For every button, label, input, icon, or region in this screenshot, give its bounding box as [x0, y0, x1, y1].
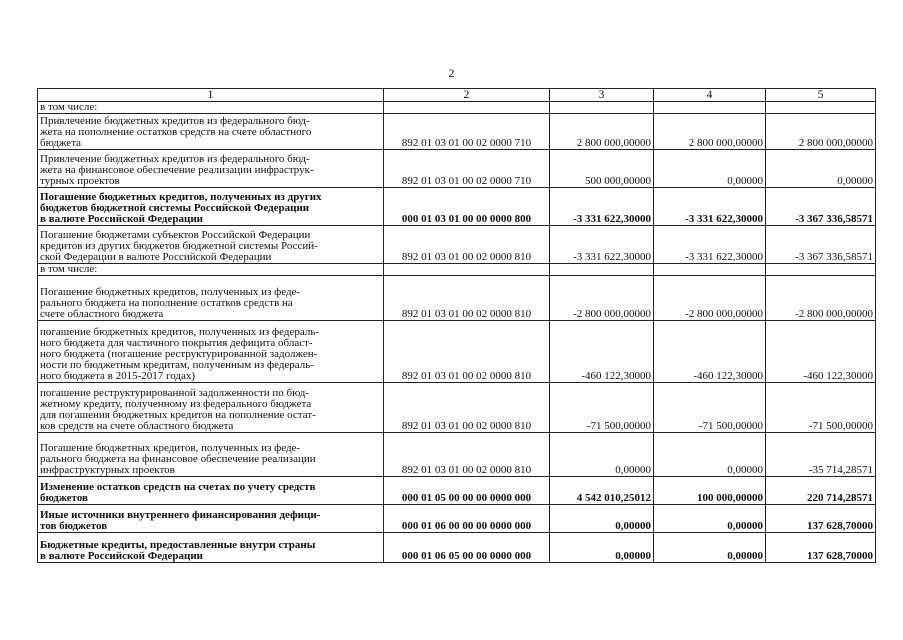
sources-of-financing-table: [37, 88, 876, 563]
row-budget-code: 000 01 05 00 00 00 0000 000: [384, 477, 550, 505]
row-budget-code: 892 01 03 01 00 02 0000 810: [384, 276, 550, 321]
row-budget-code: 892 01 03 01 00 02 0000 810: [384, 226, 550, 264]
row-value-col3: -460 122,30000: [550, 321, 654, 383]
row-value-col5: [766, 264, 876, 276]
row-description: погашение бюджетных кредитов, полученных из федераль- ного бюджета для частичного покрытия дефицита област- ного бюджета (погашение реструктурированной задолжен- ности по бюджетным кредитам, полученным из федераль- ного бюджета в 2015-2017 годах): [38, 321, 384, 383]
row-description: Привлечение бюджетных кредитов из федерального бюд- жета на пополнение остатков средств на счете областного бюджета: [38, 114, 384, 150]
row-value-col5: -35 714,28571: [766, 433, 876, 477]
row-value-col5: -2 800 000,00000: [766, 276, 876, 321]
row-value-col5: -3 367 336,58571: [766, 226, 876, 264]
table-row: [38, 114, 876, 150]
row-value-col4: -460 122,30000: [654, 321, 766, 383]
table-row: [38, 264, 876, 276]
row-value-col4: 0,00000: [654, 150, 766, 188]
row-value-col3: 0,00000: [550, 433, 654, 477]
row-value-col3: 0,00000: [550, 533, 654, 563]
row-value-col3: 4 542 010,25012: [550, 477, 654, 505]
row-value-col3: -3 331 622,30000: [550, 188, 654, 226]
row-value-col5: 220 714,28571: [766, 477, 876, 505]
row-budget-code: 892 01 03 01 00 02 0000 810: [384, 383, 550, 433]
row-value-col4: -3 331 622,30000: [654, 188, 766, 226]
row-description: Погашение бюджетных кредитов, полученных из феде- рального бюджета на финансовое обеспечение реализации инфраструктурных проектов: [38, 433, 384, 477]
table-row: [38, 477, 876, 505]
row-value-col3: [550, 264, 654, 276]
column-header-5: 5: [766, 89, 876, 102]
row-budget-code: 000 01 06 00 00 00 0000 000: [384, 505, 550, 533]
column-header-4: 4: [654, 89, 766, 102]
row-value-col5: 137 628,70000: [766, 533, 876, 563]
row-value-col4: 100 000,00000: [654, 477, 766, 505]
row-budget-code: [384, 102, 550, 114]
table-body: [38, 102, 876, 563]
row-description: в том числе:: [38, 264, 384, 276]
row-value-col3: [550, 102, 654, 114]
row-description: Погашение бюджетных кредитов, полученных из феде- рального бюджета на пополнение остатков средств на счете областного бюджета: [38, 276, 384, 321]
row-value-col4: 2 800 000,00000: [654, 114, 766, 150]
row-description: погашение реструктурированной задолженности по бюд- жетному кредиту, полученному из федерального бюджета для погашения бюджетных кредитов на пополнение остат- ков средств на счете областного бюджета: [38, 383, 384, 433]
table-row: [38, 383, 876, 433]
column-header-2: 2: [384, 89, 550, 102]
row-value-col5: -460 122,30000: [766, 321, 876, 383]
page-number: 2: [448, 66, 455, 80]
row-value-col3: -3 331 622,30000: [550, 226, 654, 264]
row-value-col3: 0,00000: [550, 505, 654, 533]
row-value-col5: -3 367 336,58571: [766, 188, 876, 226]
row-value-col3: -2 800 000,00000: [550, 276, 654, 321]
row-value-col3: -71 500,00000: [550, 383, 654, 433]
row-value-col4: 0,00000: [654, 505, 766, 533]
table-row: [38, 321, 876, 383]
row-budget-code: 892 01 03 01 00 02 0000 810: [384, 433, 550, 477]
row-value-col4: -71 500,00000: [654, 383, 766, 433]
row-value-col4: [654, 102, 766, 114]
row-description: Погашение бюджетных кредитов, полученных из других бюджетов бюджетной системы Российской Федерации в валюте Российской Федерации: [38, 188, 384, 226]
row-value-col5: -71 500,00000: [766, 383, 876, 433]
row-budget-code: 000 01 03 01 00 00 0000 800: [384, 188, 550, 226]
row-value-col5: 0,00000: [766, 150, 876, 188]
row-value-col5: [766, 102, 876, 114]
row-value-col4: 0,00000: [654, 433, 766, 477]
row-value-col5: 137 628,70000: [766, 505, 876, 533]
row-value-col3: 2 800 000,00000: [550, 114, 654, 150]
table-row: [38, 188, 876, 226]
row-description: Изменение остатков средств на счетах по учету средств бюджетов: [38, 477, 384, 505]
row-description: Привлечение бюджетных кредитов из федерального бюд- жета на финансовое обеспечение реализации инфраструк- турных проектов: [38, 150, 384, 188]
table-row: [38, 533, 876, 563]
row-value-col4: -3 331 622,30000: [654, 226, 766, 264]
row-budget-code: 000 01 06 05 00 00 0000 000: [384, 533, 550, 563]
row-description: Погашение бюджетами субъектов Российской Федерации кредитов из других бюджетов бюджетной системы Россий- ской Федерации в валюте Российской Федерации: [38, 226, 384, 264]
row-budget-code: [384, 264, 550, 276]
row-budget-code: 892 01 03 01 00 02 0000 810: [384, 321, 550, 383]
table-header-row: [38, 89, 876, 102]
row-value-col3: 500 000,00000: [550, 150, 654, 188]
table-row: [38, 505, 876, 533]
table-row: [38, 150, 876, 188]
column-header-3: 3: [550, 89, 654, 102]
table-row: [38, 276, 876, 321]
row-description: Иные источники внутреннего финансирования дефици- тов бюджетов: [38, 505, 384, 533]
row-budget-code: 892 01 03 01 00 02 0000 710: [384, 150, 550, 188]
table-row: [38, 433, 876, 477]
column-header-1: 1: [38, 89, 384, 102]
table-row: [38, 102, 876, 114]
row-budget-code: 892 01 03 01 00 02 0000 710: [384, 114, 550, 150]
row-value-col4: 0,00000: [654, 533, 766, 563]
row-value-col4: -2 800 000,00000: [654, 276, 766, 321]
row-value-col4: [654, 264, 766, 276]
table-row: [38, 226, 876, 264]
row-description: в том числе:: [38, 102, 384, 114]
row-description: Бюджетные кредиты, предоставленные внутри страны в валюте Российской Федерации: [38, 533, 384, 563]
row-value-col5: 2 800 000,00000: [766, 114, 876, 150]
